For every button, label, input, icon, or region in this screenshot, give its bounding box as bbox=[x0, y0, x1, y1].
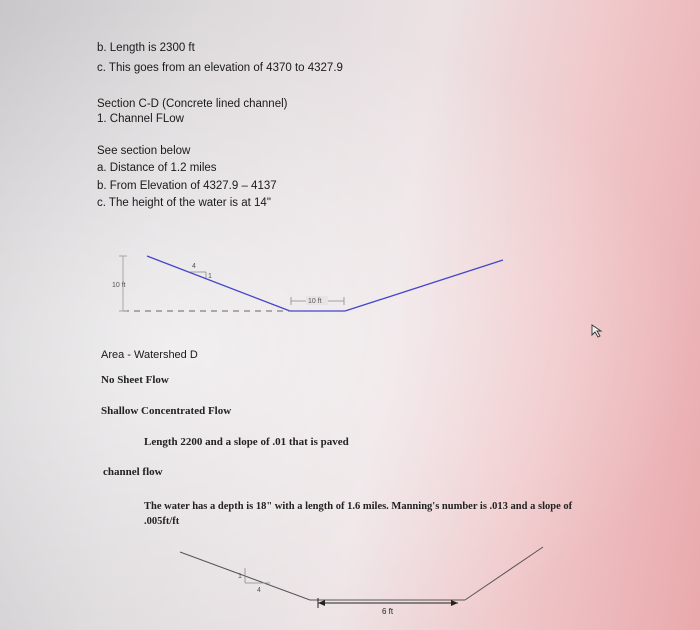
channel-flow-slope: .005ft/ft bbox=[144, 516, 180, 527]
height-label: 10 ft bbox=[112, 282, 126, 289]
shallow-concentrated-flow: Shallow Concentrated Flow bbox=[101, 405, 232, 417]
channel-section-diagram-2 bbox=[180, 547, 543, 616]
section-cd-heading: Section C-D (Concrete lined channel) bbox=[97, 98, 288, 110]
channel-flow-heading: channel flow bbox=[103, 466, 163, 478]
slope-side-label-2: 1 bbox=[238, 573, 242, 580]
bottom-width-label: 10 ft bbox=[308, 298, 322, 305]
slope-top-label: 4 bbox=[192, 263, 196, 270]
elevation-line: c. This goes from an elevation of 4370 to 4327.9 bbox=[97, 62, 343, 74]
channel-section-diagram-1 bbox=[112, 256, 503, 311]
channel-flow-item: 1. Channel FLow bbox=[97, 113, 184, 125]
channel-flow-description: The water has a depth is 18" with a length of 1.6 miles. Manning's number is .013 and a slope of bbox=[144, 501, 573, 512]
bottom-width-label-2: 6 ft bbox=[382, 607, 394, 616]
mouse-pointer-icon bbox=[591, 324, 603, 343]
no-sheet-flow: No Sheet Flow bbox=[101, 374, 169, 386]
slope-base-label-2: 4 bbox=[257, 587, 261, 594]
from-elevation-line: b. From Elevation of 4327.9 – 4137 bbox=[97, 180, 277, 192]
see-section-line: See section below bbox=[97, 145, 191, 157]
length-line: b. Length is 2300 ft bbox=[97, 42, 195, 54]
distance-line: a. Distance of 1.2 miles bbox=[97, 162, 217, 174]
water-height-line: c. The height of the water is at 14" bbox=[97, 197, 271, 209]
shallow-flow-description: Length 2200 and a slope of .01 that is paved bbox=[144, 436, 349, 448]
slope-side-label: 1 bbox=[208, 273, 212, 280]
area-watershed: Area - Watershed D bbox=[101, 349, 198, 361]
